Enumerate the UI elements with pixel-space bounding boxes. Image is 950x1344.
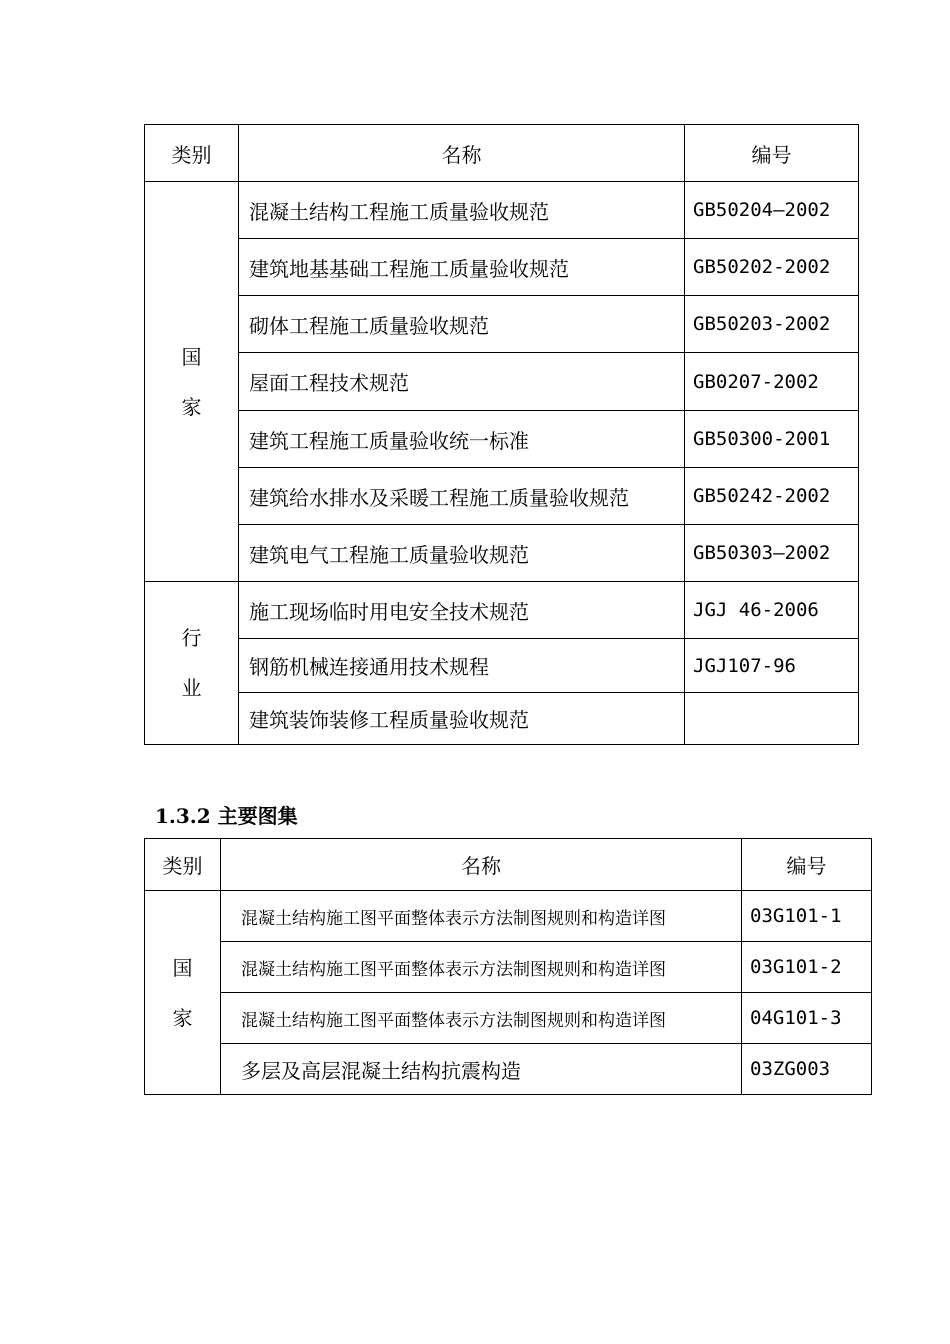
table-header-row xyxy=(145,839,872,891)
category-char: 行 xyxy=(181,626,202,650)
table-row xyxy=(145,942,872,993)
standard-name: 建筑地基基础工程施工质量验收规范 xyxy=(239,239,685,296)
table-row xyxy=(145,993,872,1044)
category-char: 国 xyxy=(181,344,202,369)
standard-code: GB50203-2002 xyxy=(685,296,859,353)
category-national xyxy=(145,891,221,1095)
table-row xyxy=(145,296,859,353)
standards-table xyxy=(144,124,859,745)
standard-code: GB50202-2002 xyxy=(685,239,859,296)
standard-code: GB50303—2002 xyxy=(685,525,859,582)
table-row xyxy=(145,353,859,411)
table-row xyxy=(145,468,859,525)
standard-name: 建筑给水排水及采暖工程施工质量验收规范 xyxy=(239,468,685,525)
atlas-name: 混凝土结构施工图平面整体表示方法制图规则和构造详图 xyxy=(221,942,742,993)
standard-code: GB50204—2002 xyxy=(685,182,859,239)
atlas-name: 混凝土结构施工图平面整体表示方法制图规则和构造详图 xyxy=(221,891,742,942)
atlas-code: 03ZG003 xyxy=(742,1044,872,1095)
table-row xyxy=(145,239,859,296)
header-name: 名称 xyxy=(239,125,685,182)
standard-code: GB50242-2002 xyxy=(685,468,859,525)
category-industry xyxy=(145,582,239,745)
standard-code: GB50300-2001 xyxy=(685,411,859,468)
atlas-name: 多层及高层混凝土结构抗震构造 xyxy=(221,1044,742,1095)
standard-code xyxy=(685,693,859,745)
standard-code: GB0207-2002 xyxy=(685,353,859,411)
header-category: 类别 xyxy=(145,839,221,891)
category-national xyxy=(145,182,239,582)
category-char: 业 xyxy=(181,676,202,700)
table-row xyxy=(145,582,859,639)
header-name: 名称 xyxy=(221,839,742,891)
category-char: 家 xyxy=(181,394,202,419)
standard-name: 建筑电气工程施工质量验收规范 xyxy=(239,525,685,582)
standard-code: JGJ 46-2006 xyxy=(685,582,859,639)
header-category: 类别 xyxy=(145,125,239,182)
atlas-code: 03G101-2 xyxy=(742,942,872,993)
category-char: 国 xyxy=(172,955,193,980)
table-row xyxy=(145,525,859,582)
category-char: 家 xyxy=(172,1005,193,1030)
table-row xyxy=(145,693,859,745)
section-heading: 1.3.2 主要图集 xyxy=(155,804,298,828)
table-row xyxy=(145,891,872,942)
atlas-code: 03G101-1 xyxy=(742,891,872,942)
table-row xyxy=(145,639,859,693)
table-row xyxy=(145,411,859,468)
table-header-row xyxy=(145,125,859,182)
table-row xyxy=(145,182,859,239)
atlas-table xyxy=(144,838,872,1095)
header-code: 编号 xyxy=(742,839,872,891)
standard-name: 屋面工程技术规范 xyxy=(239,353,685,411)
standard-name: 砌体工程施工质量验收规范 xyxy=(239,296,685,353)
header-code: 编号 xyxy=(685,125,859,182)
standard-name: 建筑装饰装修工程质量验收规范 xyxy=(239,693,685,745)
table-row xyxy=(145,1044,872,1095)
atlas-name: 混凝土结构施工图平面整体表示方法制图规则和构造详图 xyxy=(221,993,742,1044)
standard-name: 钢筋机械连接通用技术规程 xyxy=(239,639,685,693)
standard-name: 建筑工程施工质量验收统一标准 xyxy=(239,411,685,468)
atlas-code: 04G101-3 xyxy=(742,993,872,1044)
standard-name: 施工现场临时用电安全技术规范 xyxy=(239,582,685,639)
standard-name: 混凝土结构工程施工质量验收规范 xyxy=(239,182,685,239)
standard-code: JGJ107-96 xyxy=(685,639,859,693)
